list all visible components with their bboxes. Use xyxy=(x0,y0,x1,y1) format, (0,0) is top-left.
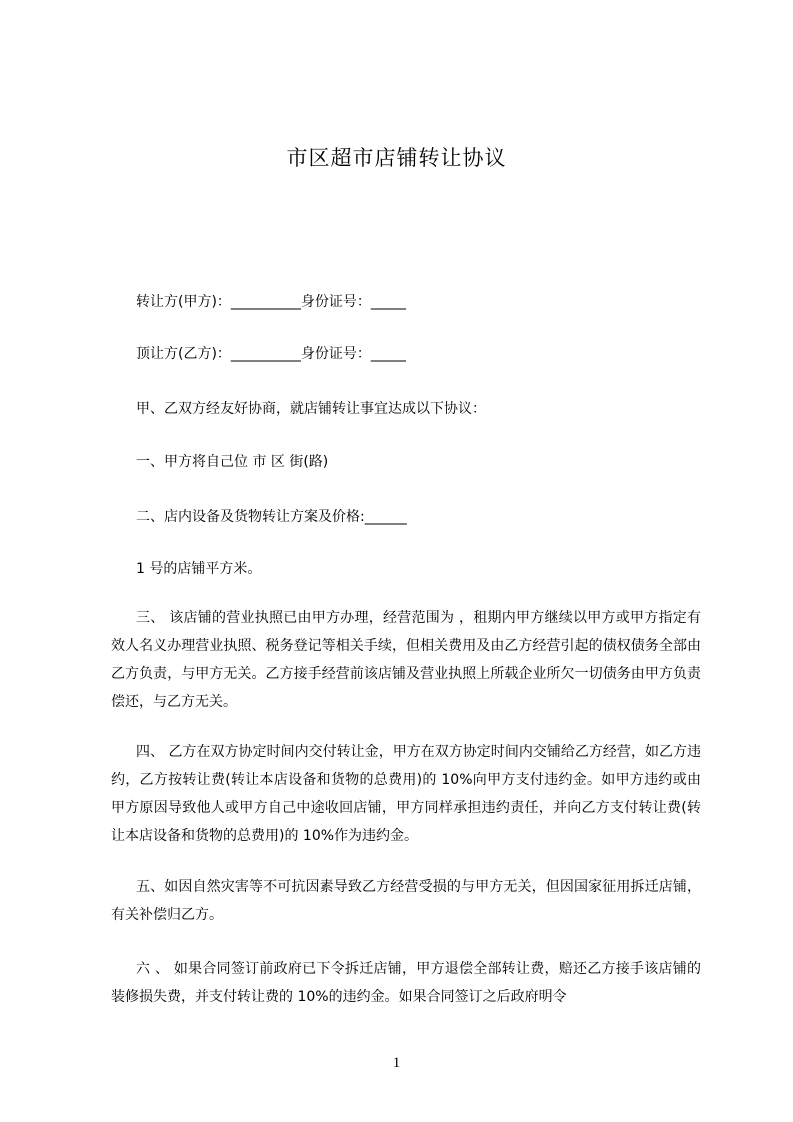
clause-1-continuation: 1 号的店铺平方米。 xyxy=(136,561,262,577)
clause-5: 五、如因自然灾害等不可抗因素导致乙方经营受损的与甲方无关，但因国家征用拆迁店铺，有关补偿归乙方。 xyxy=(111,879,701,923)
document-title: 市区超市店铺转让协议 xyxy=(286,146,507,170)
intro-line: 甲、乙双方经友好协商，就店铺转让事宜达成以下协议： xyxy=(136,401,486,417)
party-b-line: 顶让方(乙方)：__________身份证号：_____ xyxy=(136,346,406,362)
clause-4: 四、 乙方在双方协定时间内交付转让金，甲方在双方协定时间内交铺给乙方经营，如乙方违约，乙方按转让费(转让本店设备和货物的总费用)的 10%向甲方支付违约金。如甲方违约或由 甲方原因导致他人或甲方自己中途收回店铺，甲方同样承担违约责任，并向乙方支付转让费(转让本店设备和货物的总费用)的 10%作为违约金。 xyxy=(111,744,701,844)
clause-2: 二、店内设备及货物转让方案及价格:______ xyxy=(136,509,407,525)
clause-3: 三、 该店铺的营业执照已由甲方办理，经营范围为 ，租期内甲方继续以甲方或甲方指定有效人名义办理营业执照、税务登记等相关手续，但相关费用及由乙方经营引起的债权债务全部由乙方负责，与甲方无关。乙方接手经营前该店铺及营业执照上所载企业所欠一切债务由甲方负责偿还，与乙方无关。 xyxy=(111,610,701,710)
page-number: 1 xyxy=(392,1055,401,1071)
clause-1: 一、甲方将自己位 市 区 街(路) xyxy=(136,454,329,470)
clause-6: 六 、 如果合同签订前政府已下令拆迁店铺，甲方退偿全部转让费，赔还乙方接手该店铺的装修损失费，并支付转让费的 10%的违约金。如果合同签订之后政府明令 xyxy=(111,961,701,1005)
party-a-line: 转让方(甲方)：__________身份证号：_____ xyxy=(136,294,406,310)
